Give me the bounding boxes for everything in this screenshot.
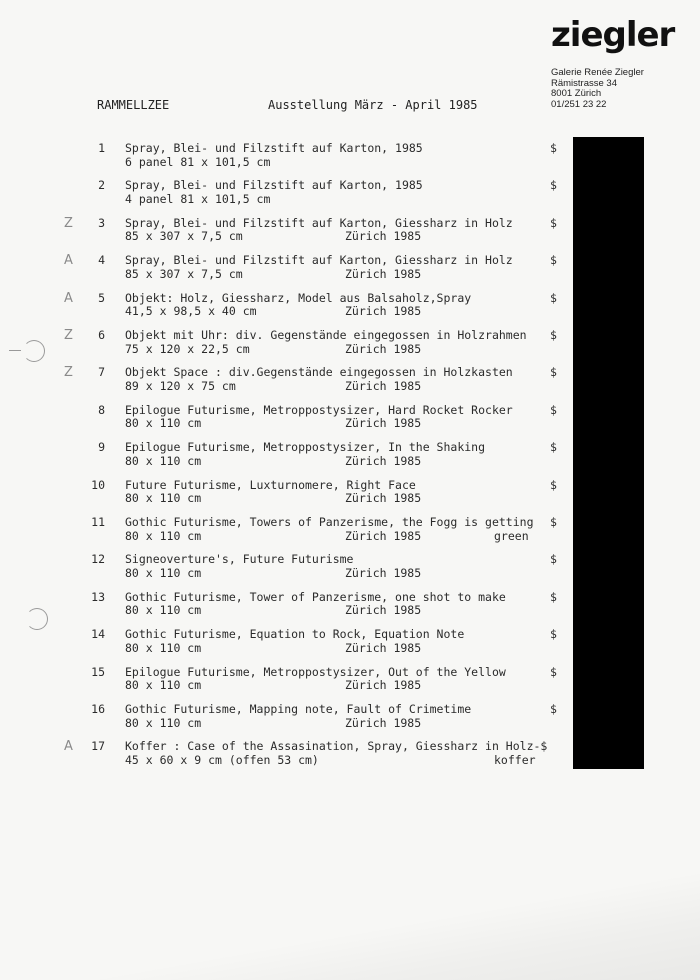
- item-number: 14: [91, 627, 105, 642]
- item-description: Future Futurisme, Luxturnomere, Right Face: [125, 477, 416, 492]
- item-place-year: Zürich 1985: [345, 528, 422, 543]
- artwork-row: [0, 329, 570, 361]
- item-description: Objekt mit Uhr: div. Gegenstände eingegossen in Holzrahmen: [125, 328, 527, 342]
- address-line: Rämistrasse 34: [551, 77, 617, 89]
- price-symbol: $: [550, 440, 557, 455]
- item-number: 1: [98, 141, 105, 155]
- item-number: 10: [91, 477, 105, 492]
- price-symbol: $: [550, 328, 557, 342]
- item-continuation: green: [494, 528, 529, 543]
- gallery-logo: ziegler: [551, 15, 675, 55]
- item-number: 17: [91, 739, 105, 754]
- artwork-row: [0, 553, 570, 585]
- item-number: 4: [98, 253, 105, 268]
- item-description: Gothic Futurisme, Equation to Rock, Equation Note: [125, 627, 465, 642]
- artwork-row: [0, 591, 570, 623]
- item-place-year: Zürich 1985: [345, 603, 422, 618]
- item-dimensions: 80 x 110 cm: [125, 416, 202, 431]
- item-description: Spray, Blei- und Filzstift auf Karton, 1985: [125, 178, 423, 193]
- item-number: 15: [91, 664, 105, 679]
- price-symbol: $: [550, 589, 557, 604]
- item-description: Objekt Space : div.Gegenstände eingegossen in Holzkasten: [125, 365, 513, 380]
- item-description: Epilogue Futurisme, Metroppostysizer, In the Shaking: [125, 440, 486, 455]
- item-description: Epilogue Futurisme, Metroppostysizer, Out of the Yellow: [125, 664, 506, 679]
- price-symbol: $: [550, 702, 557, 716]
- artwork-row: [0, 666, 570, 698]
- item-dimensions: 80 x 110 cm: [125, 565, 202, 580]
- item-description: Signeoverture's, Future Futurisme: [125, 552, 354, 567]
- punch-hole-mark: [23, 340, 45, 362]
- item-place-year: Zürich 1985: [345, 229, 422, 244]
- artwork-row: [0, 479, 570, 511]
- item-dimensions: 80 x 110 cm: [125, 528, 202, 543]
- artwork-row: [0, 703, 570, 735]
- item-dimensions: 85 x 307 x 7,5 cm: [125, 266, 243, 281]
- paper-crease: [0, 860, 700, 980]
- item-place-year: Zürich 1985: [345, 640, 422, 655]
- item-dimensions: 80 x 110 cm: [125, 453, 202, 468]
- item-continuation: koffer: [494, 752, 536, 767]
- item-dimensions: 75 x 120 x 22,5 cm: [125, 341, 250, 356]
- item-dimensions: 89 x 120 x 75 cm: [125, 378, 236, 393]
- item-dimensions: 80 x 110 cm: [125, 715, 202, 730]
- address-line: 8001 Zürich: [551, 88, 602, 99]
- artwork-row: [0, 179, 570, 211]
- item-number: 11: [91, 515, 105, 529]
- item-place-year: Zürich 1985: [345, 491, 422, 506]
- price-symbol: $: [550, 477, 557, 492]
- price-symbol: $: [550, 627, 557, 642]
- item-dimensions: 6 panel 81 x 101,5 cm: [125, 154, 271, 169]
- exhibition-title: Ausstellung März - April 1985: [268, 98, 478, 112]
- item-number: 13: [91, 589, 105, 604]
- item-place-year: Zürich 1985: [345, 304, 422, 319]
- gallery-address: [551, 68, 644, 110]
- price-symbol: $: [550, 365, 557, 380]
- item-number: 3: [98, 215, 105, 230]
- item-number: 7: [98, 365, 105, 380]
- item-dimensions: 45 x 60 x 9 cm (offen 53 cm): [125, 752, 319, 767]
- address-line: 01/251 23 22: [551, 98, 607, 110]
- artwork-row: [0, 740, 570, 772]
- item-description: Objekt: Holz, Giessharz, Model aus Balsaholz,Spray: [125, 290, 472, 305]
- item-place-year: Zürich 1985: [345, 341, 422, 356]
- item-number: 5: [98, 290, 105, 305]
- item-description: Spray, Blei- und Filzstift auf Karton, Giessharz in Holz: [125, 253, 513, 268]
- item-dimensions: 4 panel 81 x 101,5 cm: [125, 191, 271, 206]
- punch-hole-mark: [26, 608, 48, 630]
- item-number: 16: [91, 702, 105, 716]
- annotation-mark: A: [64, 739, 73, 755]
- item-description: Gothic Futurisme, Towers of Panzerisme, the Fogg is getting: [125, 515, 534, 529]
- price-symbol: $: [550, 664, 557, 679]
- artwork-row: [0, 254, 570, 286]
- annotation-mark: Z: [64, 328, 73, 343]
- artwork-row: [0, 441, 570, 473]
- artwork-row: [0, 292, 570, 324]
- price-symbol: $: [550, 402, 557, 417]
- price-symbol: $: [550, 552, 557, 567]
- annotation-mark: A: [64, 253, 73, 269]
- price-symbol: $: [550, 178, 557, 193]
- artist-name: RAMMELLZEE: [97, 98, 170, 112]
- item-place-year: Zürich 1985: [345, 715, 422, 730]
- item-place-year: Zürich 1985: [345, 453, 422, 468]
- item-number: 6: [98, 328, 105, 342]
- item-place-year: Zürich 1985: [345, 565, 422, 580]
- artwork-row: [0, 366, 570, 398]
- price-symbol: $: [550, 141, 557, 155]
- item-dimensions: 41,5 x 98,5 x 40 cm: [125, 304, 257, 319]
- annotation-mark: Z: [64, 365, 73, 381]
- item-description: Gothic Futurisme, Tower of Panzerisme, one shot to make: [125, 589, 506, 604]
- item-description: Gothic Futurisme, Mapping note, Fault of Crimetime: [125, 702, 472, 716]
- item-number: 12: [91, 552, 105, 567]
- price-symbol: $: [550, 253, 557, 268]
- annotation-mark: A: [64, 290, 73, 306]
- item-place-year: Zürich 1985: [345, 378, 422, 393]
- item-dimensions: 80 x 110 cm: [125, 603, 202, 618]
- item-place-year: Zürich 1985: [345, 416, 422, 431]
- item-place-year: Zürich 1985: [345, 266, 422, 281]
- margin-tick-mark: [9, 350, 21, 351]
- item-number: 2: [98, 178, 105, 193]
- item-description: Spray, Blei- und Filzstift auf Karton, Giessharz in Holz: [125, 215, 513, 230]
- item-dimensions: 80 x 110 cm: [125, 640, 202, 655]
- price-symbol: $: [550, 515, 557, 529]
- item-description: Koffer : Case of the Assasination, Spray, Giessharz in Holz-$: [125, 739, 548, 754]
- artwork-row: [0, 628, 570, 660]
- artwork-row: [0, 142, 570, 174]
- item-number: 8: [98, 402, 105, 417]
- item-dimensions: 80 x 110 cm: [125, 678, 202, 693]
- price-symbol: $: [550, 290, 557, 305]
- item-place-year: Zürich 1985: [345, 678, 422, 693]
- item-number: 9: [98, 440, 105, 455]
- artwork-row: [0, 404, 570, 436]
- item-description: Spray, Blei- und Filzstift auf Karton, 1985: [125, 141, 423, 155]
- item-dimensions: 85 x 307 x 7,5 cm: [125, 229, 243, 244]
- price-symbol: $: [550, 215, 557, 230]
- artwork-row: [0, 516, 570, 548]
- annotation-mark: Z: [64, 215, 73, 231]
- item-description: Epilogue Futurisme, Metroppostysizer, Hard Rocket Rocker: [125, 402, 513, 417]
- item-dimensions: 80 x 110 cm: [125, 491, 202, 506]
- artwork-row: [0, 217, 570, 249]
- price-redaction-block: [573, 137, 644, 769]
- address-line: Galerie Renée Ziegler: [551, 67, 644, 78]
